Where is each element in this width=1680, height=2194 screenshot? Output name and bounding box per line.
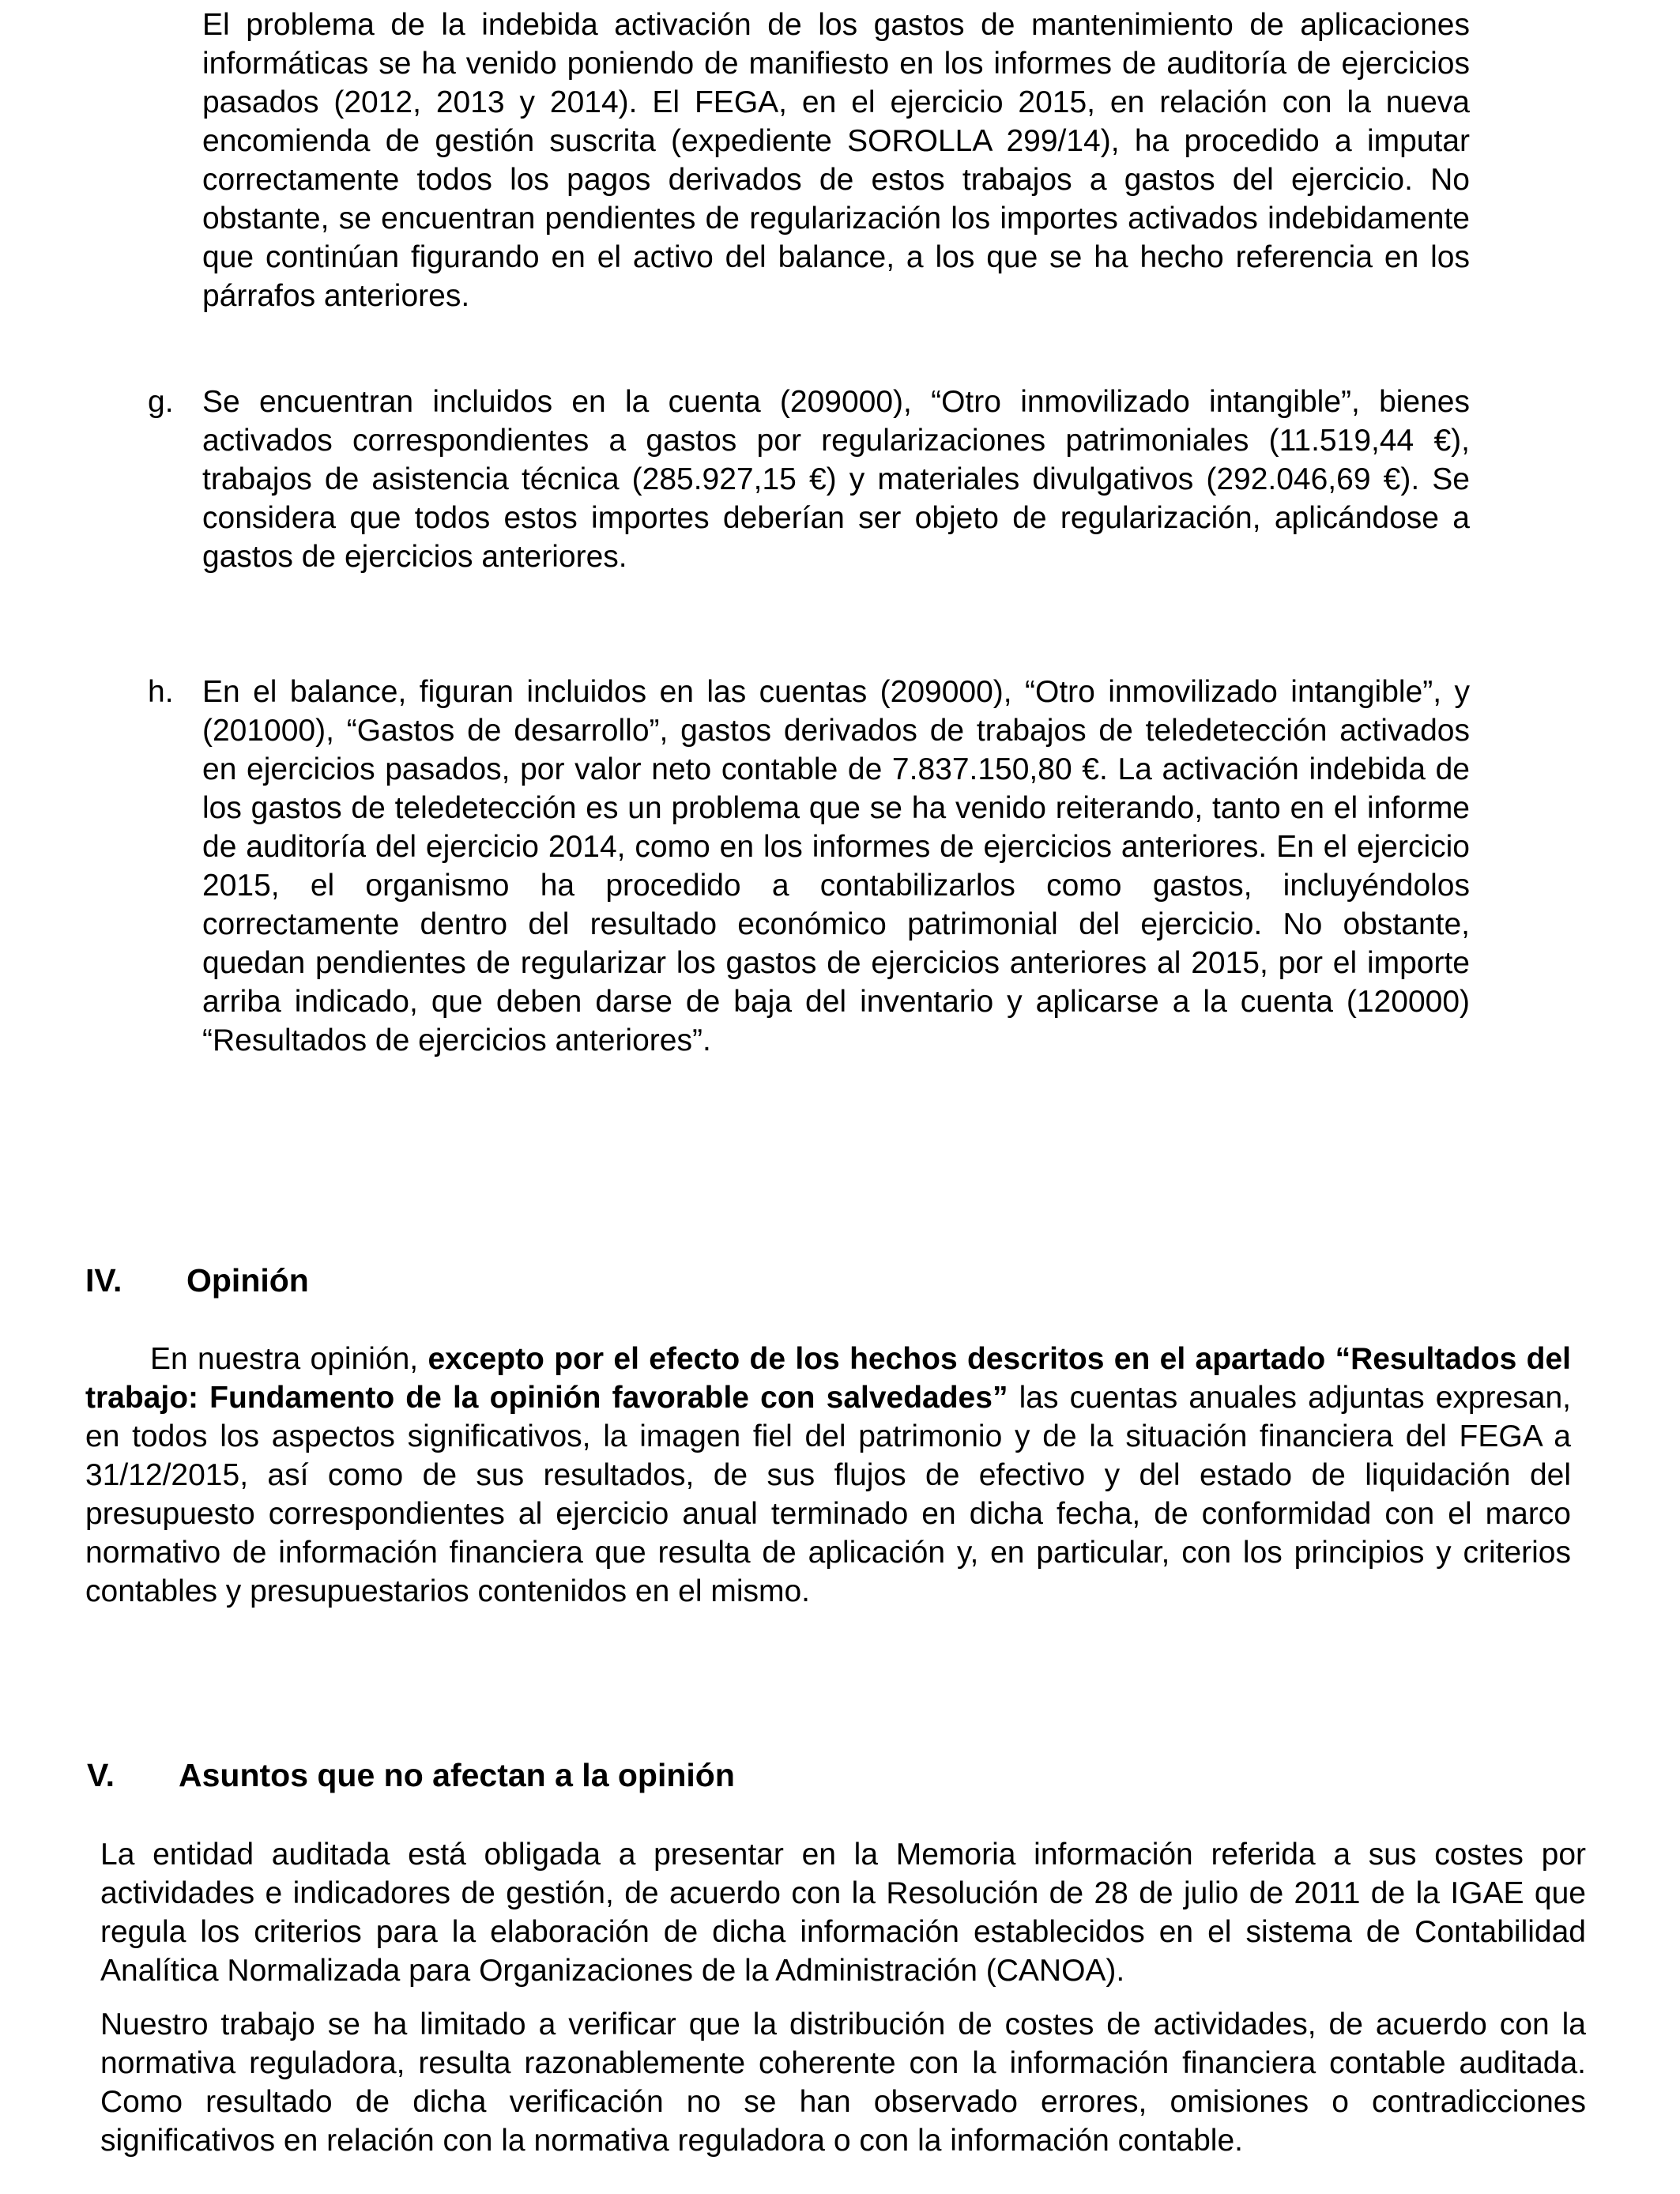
item-h-letter: h. — [148, 675, 174, 709]
item-h-paragraph: En el balance, figuran incluidos en las cuentas (209000), “Otro inmovilizado intangible”, y (201000), “Gastos de desarrollo”, gastos derivados de trabajos de teledetección activados en ejercicios pasados, por valor neto contable de 7.837.150,80 €. La activación indebida de los gastos de teledetección es un problema que se ha venido reiterando, tanto en el informe de auditoría del ejercicio 2014, como en los informes de ejercicios anteriores. En el ejercicio 2015, el organismo ha procedido a contabilizarlos como gastos, incluyéndolos correctamente dentro del resultado económico patrimonial del ejercicio. No obstante, quedan pendientes de regularizar los gastos de ejercicios anteriores al 2015, por el importe arriba indicado, que deben darse de baja del inventario y aplicarse a la cuenta (120000) “Resultados de ejercicios anteriores”. — [202, 675, 1470, 1057]
section-iv-title: Opinión — [186, 1262, 309, 1299]
section-iv-number: IV. — [85, 1262, 122, 1299]
opinion-bold-exception: excepto por el efecto de los hechos descritos en el apartado “Resultados del trabajo: Fundamento de la opinión favorable con salvedades” — [85, 1342, 1572, 1415]
intro-paragraph: El problema de la indebida activación de los gastos de mantenimiento de aplicaciones informáticas se ha venido poniendo de manifiesto en los informes de auditoría de ejercicios pasados (2012, 2013 y 2014). El FEGA, en el ejercicio 2015, en relación con la nueva encomienda de gestión suscrita (expediente SOROLLA 299/14), ha procedido a imputar correctamente todos los pagos derivados de estos trabajos a gastos del ejercicio. No obstante, se encuentran pendientes de regularización los importes activados indebidamente que continúan figurando en el activo del balance, a los que se ha hecho referencia en los párrafos anteriores. — [202, 8, 1470, 313]
item-g-paragraph: Se encuentran incluidos en la cuenta (209000), “Otro inmovilizado intangible”, bienes activados correspondientes a gastos por regularizaciones patrimoniales (11.519,44 €), trabajos de asistencia técnica (285.927,15 €) y materiales divulgativos (292.046,69 €). Se considera que todos estos importes deberían ser objeto de regularización, aplicándose a gastos de ejercicios anteriores. — [202, 385, 1470, 574]
section-v-number: V. — [87, 1757, 115, 1793]
section-v-title: Asuntos que no afectan a la opinión — [179, 1757, 735, 1793]
opinion-lead: En nuestra opinión, — [150, 1342, 428, 1376]
item-g-letter: g. — [148, 385, 174, 419]
section-v-paragraph-2: Nuestro trabajo se ha limitado a verificar que la distribución de costes de actividades, de acuerdo con la normativa reguladora, resulta razonablemente coherente con la información financiera contable auditada. Como resultado de dicha verificación no se han observado errores, omisiones o contradicciones significativos en relación con la normativa reguladora o con la información contable. — [100, 2007, 1586, 2158]
section-v-paragraph-1: La entidad auditada está obligada a presentar en la Memoria información referida a sus costes por actividades e indicadores de gestión, de acuerdo con la Resolución de 28 de julio de 2011 de la IGAE que regula los criterios para la elaboración de dicha información establecidos en el sistema de Contabilidad Analítica Normalizada para Organizaciones de la Administración (CANOA). — [100, 1838, 1586, 1988]
opinion-paragraph — [85, 1340, 1571, 1611]
opinion-rest: las cuentas anuales adjuntas expresan, en todos los aspectos significativos, la imagen fiel del patrimonio y de la situación financiera del FEGA a 31/12/2015, así como de sus resultados, de sus flujos de efectivo y del estado de liquidación del presupuesto correspondientes al ejercicio anual terminado en dicha fecha, de conformidad con el marco normativo de información financiera que resulta de aplicación y, en particular, con los principios y criterios contables y presupuestarios contenidos en el mismo. — [85, 1381, 1572, 1608]
